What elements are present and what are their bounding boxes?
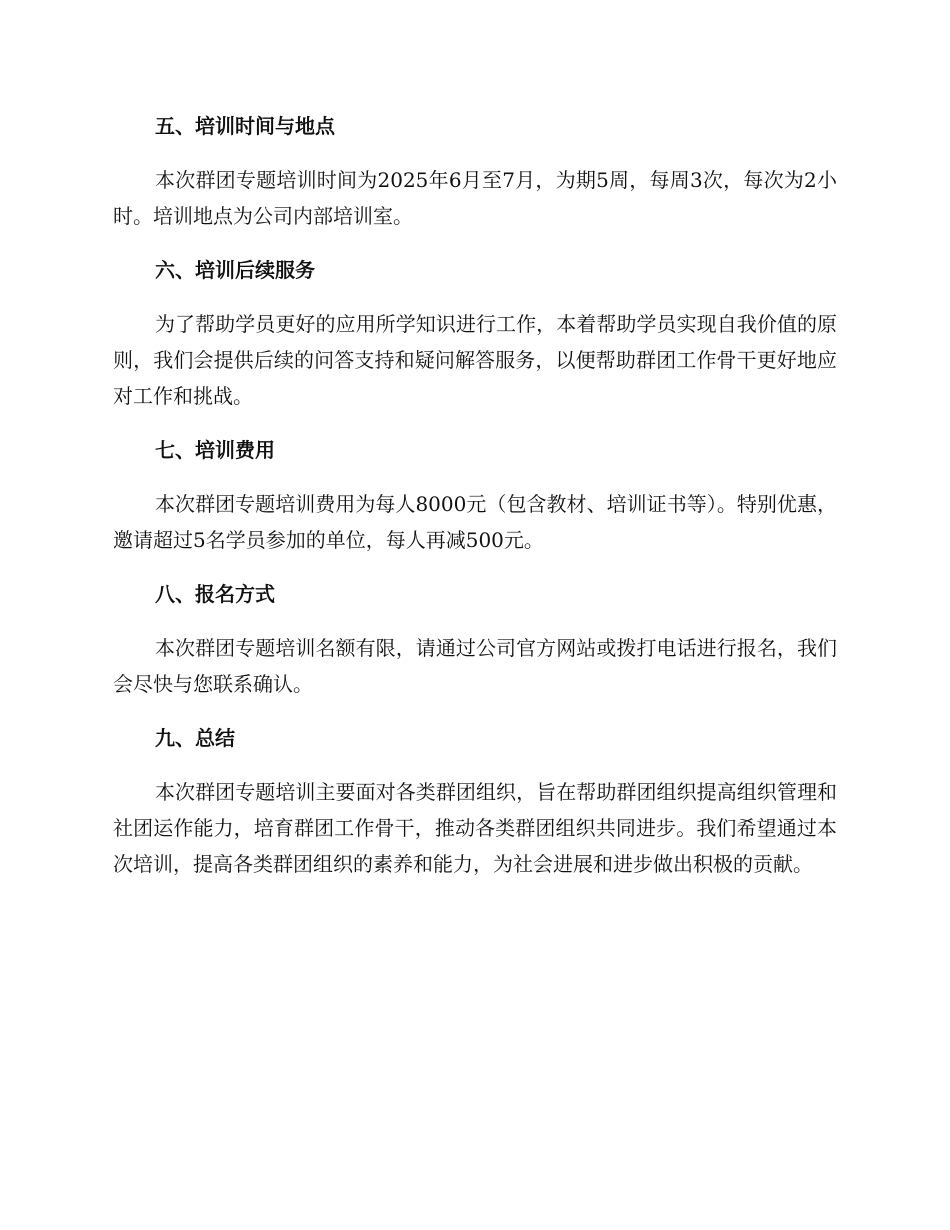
section-follow-up-service xyxy=(113,252,837,414)
section-training-fee xyxy=(113,432,837,558)
section-paragraph: 本次群团专题培训主要面对各类群团组织，旨在帮助群团组织提高组织管理和社团运作能力，培育群团工作骨干，推动各类群团组织共同进步。我们希望通过本次培训，提高各类群团组织的素养和能力，为社会进展和进步做出积极的贡献。 xyxy=(113,780,837,876)
section-paragraph: 本次群团专题培训时间为2025年6月至7月，为期5周，每周3次，每次为2小时。培训地点为公司内部培训室。 xyxy=(113,168,837,228)
section-paragraph: 本次群团专题培训名额有限，请通过公司官方网站或拨打电话进行报名，我们会尽快与您联系确认。 xyxy=(113,636,837,696)
section-heading: 七、培训费用 xyxy=(155,438,275,462)
section-summary xyxy=(113,720,837,882)
section-registration xyxy=(113,576,837,702)
section-paragraph: 本次群团专题培训费用为每人8000元（包含教材、培训证书等）。特别优惠，邀请超过5名学员参加的单位，每人再减500元。 xyxy=(113,492,837,552)
document-page xyxy=(113,108,837,900)
section-heading: 九、总结 xyxy=(155,726,235,750)
section-training-time-location xyxy=(113,108,837,234)
section-paragraph: 为了帮助学员更好的应用所学知识进行工作，本着帮助学员实现自我价值的原则，我们会提供后续的问答支持和疑问解答服务，以便帮助群团工作骨干更好地应对工作和挑战。 xyxy=(113,312,837,408)
section-heading: 五、培训时间与地点 xyxy=(155,114,335,138)
section-heading: 八、报名方式 xyxy=(155,582,275,606)
section-heading: 六、培训后续服务 xyxy=(155,258,315,282)
